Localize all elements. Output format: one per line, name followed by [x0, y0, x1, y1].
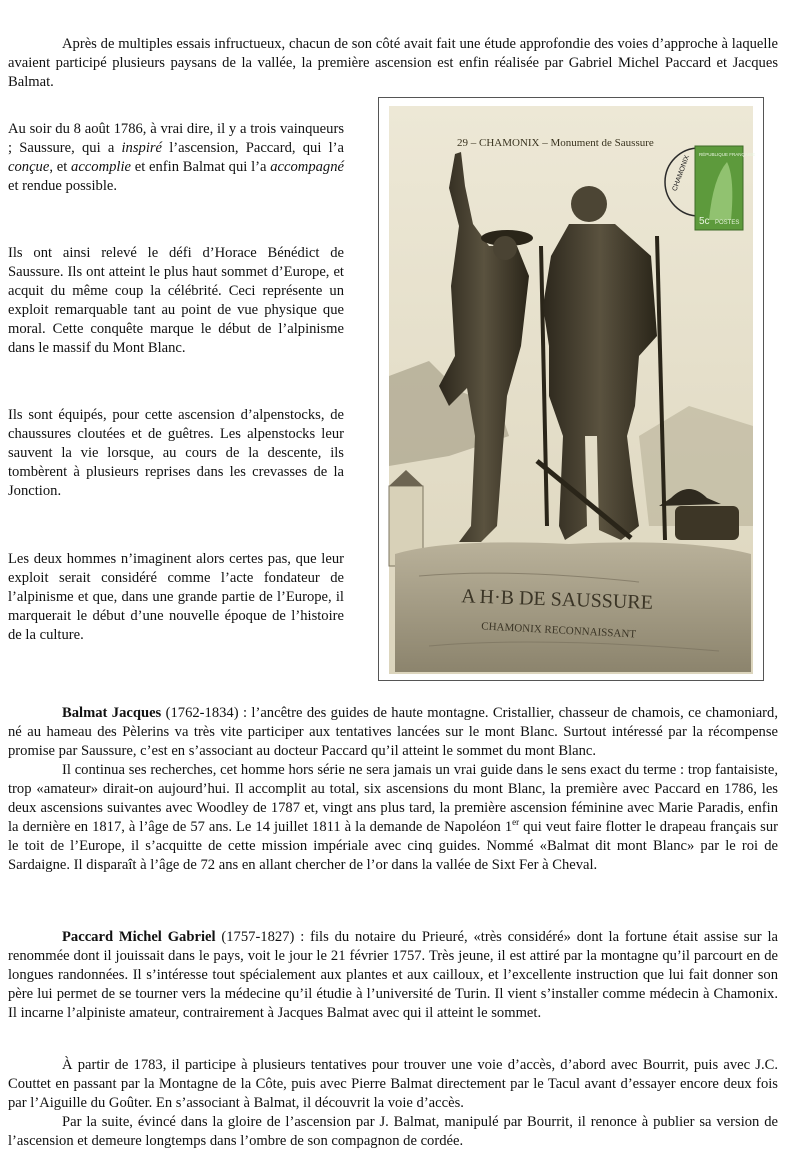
- text: qui veut faire flotter le drapeau français sur le toit de l’Europe, il s’acquitte de cette mission impériale avec cinq guides. Nommé «Balmat dit mont Blanc» par le roi de Sardaigne. Il disparaît à l’âge de 72 ans en allant chercher de l’or dans la vallée de Sixt Fer à Cheval.: [8, 819, 778, 873]
- stamp-label: POSTES: [715, 220, 740, 226]
- paragraph-three-victors: [8, 120, 344, 196]
- text: , et: [49, 159, 72, 175]
- paragraph-equipment: Ils sont équipés, pour cette ascension d’alpenstocks, de chaussures cloutées et de guêtres. Les alpenstocks leur sauvent la vie lorsque, au cours de la descente, ils tombèrent à plusieurs reprises dans les crevasses de la Jonction.: [8, 407, 344, 499]
- balmat-paragraph-1: [8, 704, 778, 761]
- paccard-name: Paccard Michel Gabriel: [62, 929, 216, 945]
- biography-paccard-continued: [8, 1056, 778, 1151]
- paccard-dates: (1757-1827) :: [215, 929, 311, 945]
- superscript: er: [512, 817, 520, 828]
- text: Il continua ses recherches, cet homme hors série ne sera jamais un vrai guide dans le sens exact du terme : trop fantaisiste, trop «amateur» dirait-on aujourd’hui. Il accomplit au total, six ascensions du mont Blanc, la première avec Paccard en 1786, les deux ascensions suivantes avec Woodley de 1787 et, vingt ans plus tard, la première ascension féminine avec Marie Paradis, enfin la dernière en 1817, à l’âge de 57 ans. Le 14 juillet 1811 à la demande de Napoléon 1: [8, 762, 778, 835]
- paragraph-challenge: Ils ont ainsi relevé le défi d’Horace Bénédict de Saussure. Ils ont atteint le plus haut sommet d’Europe, et acquit du même coup la célébrité. Ceci représente un exploit remarquable tant au point de vue physique que moral. Cette conquête marque le début de l’alpinisme dans le massif du Mont Blanc.: [8, 245, 344, 356]
- paccard-paragraph-1: [8, 928, 778, 1023]
- text: l’ancêtre des guides de haute montagne. Cristallier, chasseur de chamois, ce chamoniard, né au hameau des Pèlerins va très vite participer aux tentatives lancées sur le mont Blanc. Surtout intéressé par la récompense promise par Saussure, c’est en s’associant au docteur Paccard qu’il atteint le sommet du mont Blanc.: [8, 705, 778, 759]
- balmat-dates: (1762-1834) :: [161, 705, 252, 721]
- balmat-name: Balmat Jacques: [62, 705, 162, 721]
- emphasis-inspire: inspiré: [121, 140, 163, 156]
- paragraph-founding-act: Les deux hommes n’imaginent alors certes pas, que leur exploit serait considéré comme l’acte fondateur de l’alpinisme et que, dans une grande partie de l’Europe, il marquerait le début d’une nouvelle époque de l’histoire de la culture.: [8, 551, 344, 643]
- emphasis-concue: conçue: [8, 159, 50, 175]
- stamp-value: 5c: [699, 216, 710, 227]
- biography-balmat: [8, 704, 778, 875]
- paccard-paragraph-3: Par la suite, évincé dans la gloire de l’ascension par J. Balmat, manipulé par Bourrit, il renonce à publier sa version de l’ascension et demeure longtemps dans l’ombre de son compagnon de cordée.: [8, 1114, 778, 1149]
- plinth-subtitle: CHAMONIX RECONNAISSANT: [480, 620, 637, 641]
- emphasis-accomplie: accomplie: [71, 159, 131, 175]
- text: et rendue possible.: [8, 178, 118, 194]
- postage-stamp: [669, 138, 756, 234]
- stamp-country: RÉPUBLIQUE FRANÇAISE: [699, 152, 756, 157]
- biography-paccard: [8, 928, 778, 1023]
- balmat-paragraph-2: [8, 761, 778, 875]
- postcard-caption: 29 – CHAMONIX – Monument de Saussure: [457, 137, 654, 149]
- text: Au soir du 8 août 1786, à vrai dire, il y a trois vainqueurs ; Saussure, qui a: [8, 121, 344, 156]
- text: et enfin Balmat qui l’a: [131, 159, 271, 175]
- intro-paragraph: Après de multiples essais infructueux, chacun de son côté avait fait une étude approfondie des voies d’approche à laquelle avaient participé plusieurs paysans de la vallée, la première ascension est enfin réalisée par Gabriel Michel Paccard et Jacques Balmat.: [8, 36, 778, 90]
- postcard-image: [378, 97, 764, 681]
- emphasis-accompagne: accompagné: [270, 159, 344, 175]
- text: l’ascension, Paccard, qui l’a: [162, 140, 344, 156]
- paccard-paragraph-2: À partir de 1783, il participe à plusieurs tentatives pour trouver une voie d’accès, d’abord avec Bourrit, puis avec J.C. Couttet en passant par la Montagne de la Côte, puis avec Pierre Balmat directement par le Tacul avant d’essayer encore deux fois par l’Aiguille du Goûter. En s’associant à Balmat, il découvrit la voie d’accès.: [8, 1057, 778, 1111]
- plinth-inscription: A H·B DE SAUSSURE: [460, 585, 654, 614]
- text: fils du notaire du Prieuré, «très considéré» dont la fortune était assise sur la renommée dont il jouissait dans le pays, voit le jour le 21 février 1757. Très jeune, il est attiré par la montagne qu’il parcourt en de longues randonnées. Il s’intéresse tout spécialement aux plantes et aux cailloux, et l’excellente instruction que lui fait donner son père lui permet de se tourner vers la médecine qu’il étudie à l’université de Turin. Il vient s’installer comme médecin à Chamonix. Il incarne l’alpiniste amateur, contrairement à Jacques Balmat avec qui il atteint le sommet.: [8, 929, 779, 1021]
- postmark-text: CHAMONIX: [671, 154, 692, 193]
